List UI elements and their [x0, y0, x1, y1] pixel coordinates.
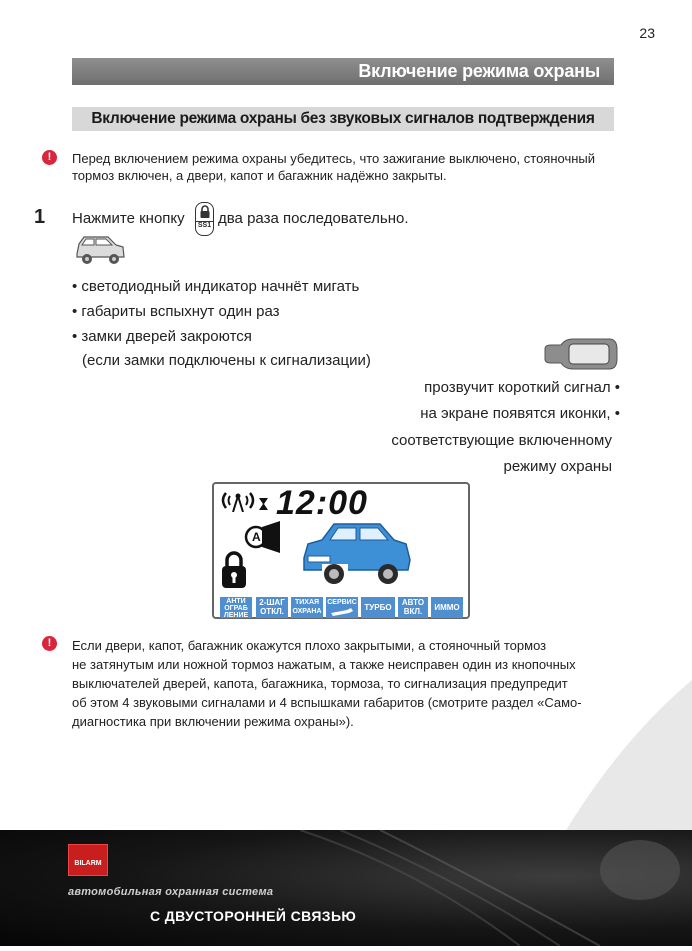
lcd-mode-auto-on [398, 597, 428, 618]
lcd-car-icon [302, 520, 412, 586]
remote-result-item: на экране появятся иконки, • [420, 405, 620, 422]
warning-2-text [72, 636, 617, 731]
car-result-item: • светодиодный индикатор начнёт мигать [72, 278, 360, 295]
footer-tagline: автомобильная охранная система [68, 886, 274, 898]
lcd-mode-label: ТИХАЯ [294, 599, 320, 606]
warning-line: Перед включением режима охраны убедитесь, что зажигание выключено, стояночный [72, 151, 596, 166]
lcd-mode-label: ВКЛ. [403, 607, 423, 616]
lcd-mode-label: СЕРВИС [327, 599, 357, 606]
siren-auto-label: A [252, 530, 261, 544]
subsection-title: Включение режима охраны без звуковых сигналов подтверждения [72, 107, 614, 131]
page-number: 23 [639, 25, 655, 41]
lcd-mode-label: ЛЕНИЕ [223, 612, 249, 619]
lcd-mode-label: АВТО [401, 598, 425, 607]
antenna-signal-icon [218, 490, 258, 512]
logo-text: BILARM [74, 860, 102, 867]
key-fob-remote-icon [543, 337, 619, 371]
ss1-label: SS1 [197, 222, 212, 229]
exclamation-icon: ! [42, 150, 57, 165]
lcd-mode-quiet-guard [291, 597, 323, 618]
remote-result-item: прозвучит короткий сигнал • [424, 379, 620, 396]
footer-subtitle: С ДВУСТОРОННЕЙ СВЯЗЬЮ [150, 908, 357, 924]
lcd-mode-service [326, 597, 358, 618]
warning-line: об этом 4 звуковыми сигналами и 4 вспышками габаритов (смотрите раздел «Само- [72, 695, 582, 710]
wrench-icon [329, 607, 355, 616]
warning-line: тормоз включен, а двери, капот и багажник надёжно закрыты. [72, 168, 447, 183]
warning-line: Если двери, капот, багажник окажутся плохо закрытыми, а стояночный тормоз [72, 638, 547, 653]
remote-result-item: соответствующие включенному [391, 432, 612, 449]
lcd-mode-antirobbery [220, 597, 252, 618]
exclamation-icon: ! [42, 636, 57, 651]
warning-line: выключателей дверей, капота, багажника, тормоза, то сигнализация предупредит [72, 676, 568, 691]
lcd-mode-label: ОХРАНА [292, 608, 322, 615]
car-result-item: • замки дверей закроются [72, 328, 252, 345]
decorative-curve [560, 680, 692, 840]
car-result-note: (если замки подключены к сигнализации) [82, 352, 371, 369]
lcd-mode-label: ОТКЛ. [260, 607, 284, 616]
lock-icon [219, 550, 249, 590]
section-title: Включение режима охраны [72, 58, 614, 85]
bilarm-logo [68, 844, 108, 876]
warning-line: диагностика при включении режима охраны»). [72, 714, 354, 729]
lcd-mode-immo: ИММО [431, 597, 463, 618]
lcd-mode-turbo: ТУРБО [361, 597, 395, 618]
lcd-mode-two-step-off [256, 597, 288, 618]
step-number: 1 [34, 206, 46, 228]
step-text-before: Нажмите кнопку [72, 210, 185, 227]
warning-line: не затянутым или ножной тормоз нажатым, а также неисправен один из кнопочных [72, 657, 576, 672]
ss1-lock-button-icon [195, 202, 214, 236]
remote-result-item: режиму охраны [503, 458, 612, 475]
hourglass-icon [259, 498, 268, 510]
car-icon [74, 232, 126, 268]
step-text-after: два раза последовательно. [218, 210, 409, 227]
car-result-item: • габариты вспыхнут один раз [72, 303, 280, 320]
siren-auto-icon [244, 521, 284, 553]
lcd-mode-label: 2-ШАГ [259, 598, 285, 607]
lcd-mode-label: ОГРАБ [224, 605, 248, 612]
lcd-clock: 12:00 [276, 484, 368, 522]
lcd-display [212, 482, 470, 619]
warning-text [72, 150, 632, 184]
lcd-mode-label: АНТИ [226, 598, 246, 605]
